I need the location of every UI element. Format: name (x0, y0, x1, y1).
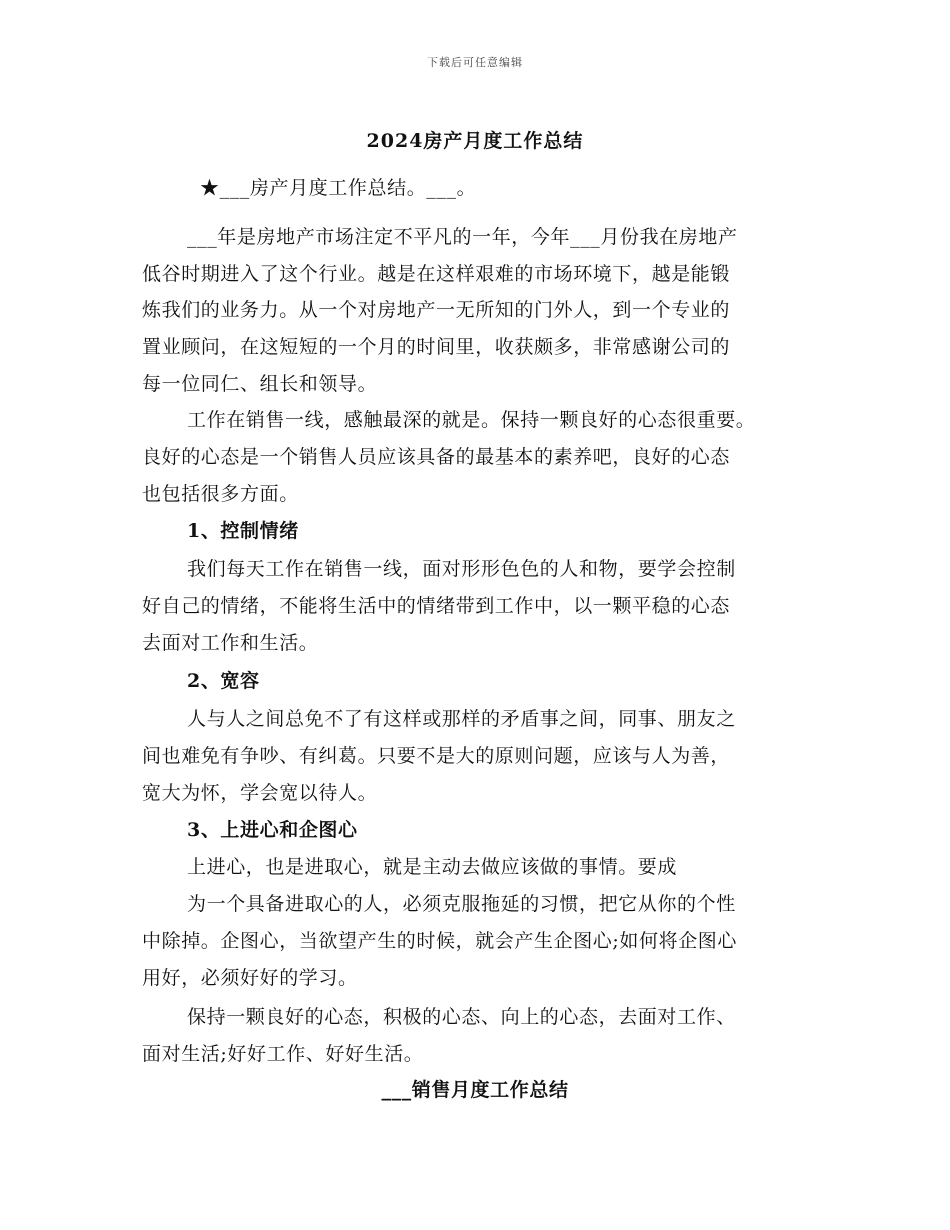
paragraph-line: 间也难免有争吵、有纠葛。只要不是大的原则问题，应该与人为善， (142, 745, 731, 767)
paragraph-line: 保持一颗良好的心态，积极的心态、向上的心态，去面对工作、 (187, 1006, 736, 1028)
section-heading: 2、宽容 (187, 670, 260, 692)
section-heading: 1、控制情绪 (187, 520, 299, 542)
paragraph-line: 宽大为怀，学会宽以待人。 (142, 782, 378, 804)
paragraph-line: 人与人之间总免不了有这样或那样的矛盾事之间，同事、朋友之 (187, 708, 736, 730)
paragraph-line: 好自己的情绪，不能将生活中的情绪带到工作中，以一颗平稳的心态 (142, 595, 731, 617)
document-title: 2024房产月度工作总结 (366, 130, 584, 152)
next-section-title: ___销售月度工作总结 (381, 1079, 569, 1101)
page-header-note: 下载后可任意编辑 (427, 56, 523, 69)
paragraph-line: 炼我们的业务力。从一个对房地产一无所知的门外人，到一个专业的 (142, 299, 731, 321)
paragraph-line: 我们每天工作在销售一线，面对形形色色的人和物，要学会控制 (187, 558, 736, 580)
paragraph-line: 每一位同仁、组长和领导。 (142, 373, 378, 395)
paragraph-line: 工作在销售一线，感触最深的就是。保持一颗良好的心态很重要。 (187, 409, 756, 431)
paragraph-line: 也包括很多方面。 (142, 483, 299, 505)
paragraph-line: 用好，必须好好的学习。 (142, 967, 358, 989)
paragraph-line: 低谷时期进入了这个行业。越是在这样艰难的市场环境下，越是能锻 (142, 263, 731, 285)
paragraph-line: 面对生活;好好工作、好好生活。 (142, 1043, 424, 1065)
paragraph-line: 上进心，也是进取心，就是主动去做应该做的事情。要成 (187, 856, 678, 878)
paragraph-line: 为一个具备进取心的人，必须克服拖延的习惯，把它从你的个性 (187, 893, 736, 915)
section-heading: 3、上进心和企图心 (187, 819, 358, 841)
paragraph-line: 中除掉。企图心，当欲望产生的时候，就会产生企图心;如何将企图心 (142, 930, 738, 952)
paragraph-line: 去面对工作和生活。 (142, 632, 319, 654)
intro-line: ★___房产月度工作总结。___。 (200, 177, 477, 199)
paragraph-line: ___年是房地产市场注定不平凡的一年，今年___月份我在房地产 (187, 226, 738, 248)
paragraph-line: 良好的心态是一个销售人员应该具备的最基本的素养吧，良好的心态 (142, 446, 731, 468)
paragraph-line: 置业顾问，在这短短的一个月的时间里，收获颇多，非常感谢公司的 (142, 336, 731, 358)
